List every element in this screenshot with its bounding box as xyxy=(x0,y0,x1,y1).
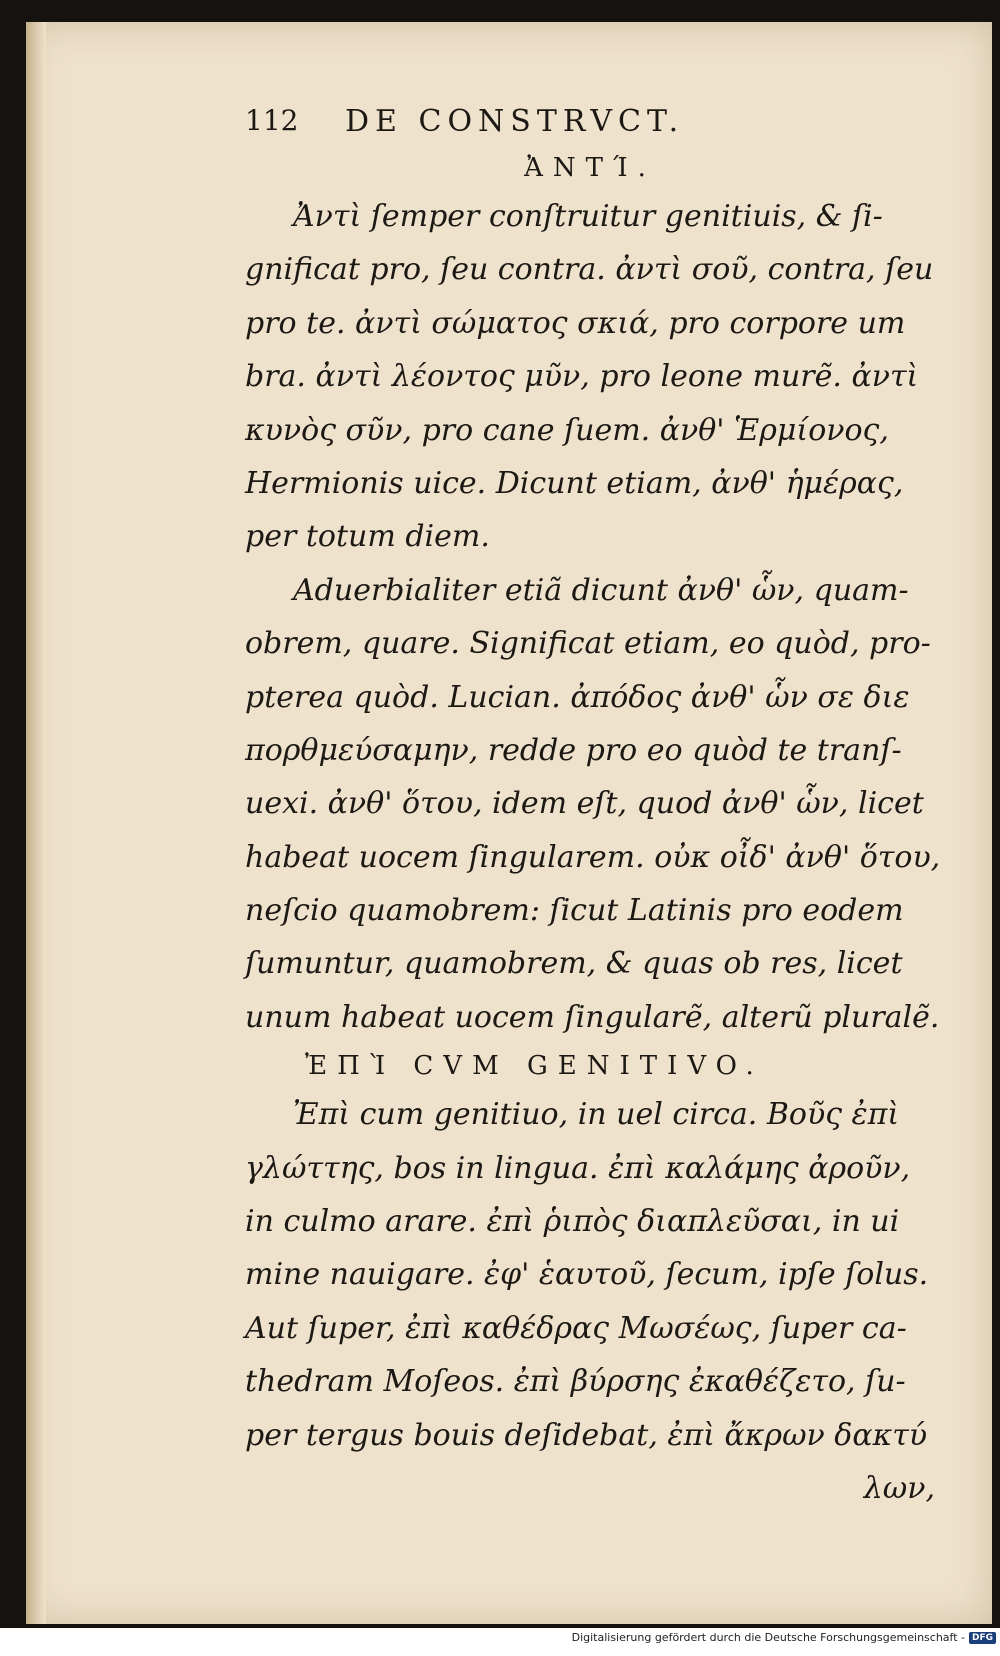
section-heading-epi: ἘΠῚ CVM GENITIVO. xyxy=(305,1051,764,1082)
text-line: Ἀντὶ ſemper conſtruitur genitiuis, & ſi- xyxy=(293,199,883,234)
text-line: in culmo arare. ἐπὶ ῥιπὸς διαπλεῦσαι, in ui xyxy=(245,1204,900,1240)
text-line: unum habeat uocem ſingularẽ, alterũ pluralẽ. xyxy=(245,999,940,1035)
text-line: Hermionis uice. Dicunt etiam, ἀνθ' ἡμέρας, xyxy=(245,465,904,501)
text-line: gnificat pro, ſeu contra. ἀντὶ σοῦ, contra, ſeu xyxy=(245,252,934,288)
text-line: πορθμεύσαμην, redde pro eo quòd te tranſ- xyxy=(245,732,902,768)
paragraph-anti-1 xyxy=(245,190,935,564)
text-line: κυνὸς σῦν, pro cane ſuem. ἀνθ' Ἑρμίονος, xyxy=(245,412,889,448)
paragraph-epi-1 xyxy=(245,1088,935,1462)
text-line: per totum diem. xyxy=(245,519,490,555)
text-line: Aduerbialiter etiã dicunt ἀνθ' ὧν, quam- xyxy=(293,572,909,608)
text-line: γλώττης, bos in lingua. ἐπὶ καλάμης ἀροῦν, xyxy=(245,1150,911,1186)
digitization-footer xyxy=(572,1631,996,1644)
text-line: habeat uocem ſingularem. οὐκ οἶδ' ἀνθ' ὅτου, xyxy=(245,839,941,875)
running-title: DE CONSTRVCT. xyxy=(345,104,685,139)
dfg-logo: DFG xyxy=(969,1632,996,1644)
section-heading-anti: ἈΝΤΊ. xyxy=(524,153,656,183)
footer-credit-text: Digitalisierung gefördert durch die Deutsche Forschungsgemeinschaft - xyxy=(571,1631,965,1644)
text-line: pro te. ἀντὶ σώματος σκιά, pro corpore um xyxy=(245,305,906,341)
text-line: Aut ſuper, ἐπὶ καθέδρας Μωσέως, ſuper ca- xyxy=(245,1310,907,1346)
text-line: neſcio quamobrem: ſicut Latinis pro eodem xyxy=(245,893,904,929)
page-binding-edge xyxy=(26,22,46,1624)
paragraph-anti-2 xyxy=(245,564,941,1045)
text-line: pterea quòd. Lucian. ἀπόδος ἀνθ' ὧν σε διε xyxy=(245,679,910,715)
running-head xyxy=(245,100,935,146)
text-line: mine nauigare. ἐφ' ἑαυτοῦ, ſecum, ipſe ſolus. xyxy=(245,1257,929,1293)
page-text-block xyxy=(245,100,941,1515)
text-line: per tergus bouis deſidebat, ἐπὶ ἄκρων δακτύ xyxy=(245,1417,928,1453)
catchword: λων, xyxy=(863,1470,935,1506)
text-line: obrem, quare. Significat etiam, eo quòd, pro- xyxy=(245,626,931,662)
page-number: 112 xyxy=(245,104,299,137)
text-line: uexi. ἀνθ' ὅτου, idem eſt, quod ἀνθ' ὧν, licet xyxy=(245,786,924,822)
text-line: thedram Moſeos. ἐπὶ βύρσης ἐκαθέζετο, ſu- xyxy=(245,1364,906,1400)
text-line: Ἐπὶ cum genitiuo, in uel circa. Βοῦς ἐπὶ xyxy=(293,1097,900,1133)
text-line: ſumuntur, quamobrem, & quas ob res, licet xyxy=(245,946,903,982)
text-line: bra. ἀντὶ λέοντος μῦν, pro leone murẽ. ἀντὶ xyxy=(245,359,919,395)
